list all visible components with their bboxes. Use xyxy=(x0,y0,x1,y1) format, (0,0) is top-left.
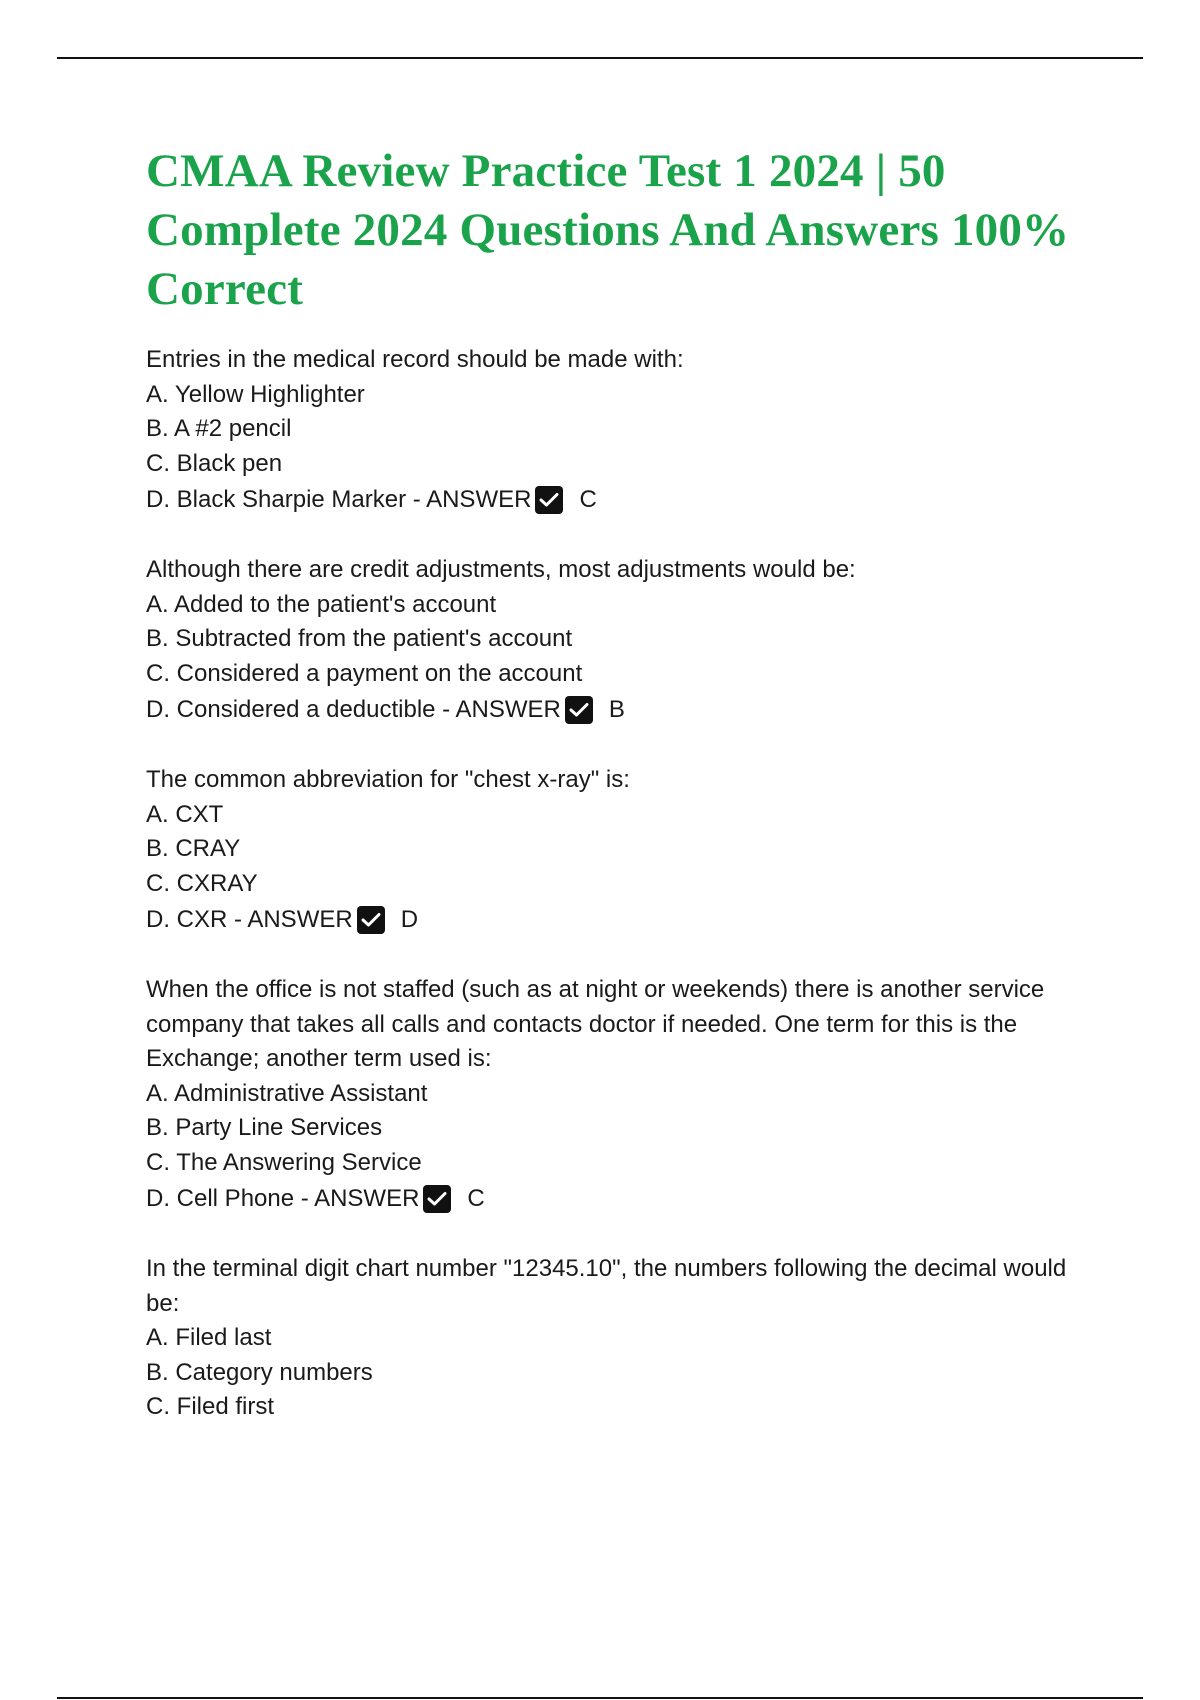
document-title: CMAA Review Practice Test 1 2024 | 50 Complete 2024 Questions And Answers 100% Correct xyxy=(146,145,1070,315)
option-b: B. Category numbers xyxy=(146,1358,373,1386)
option-a: A. Filed last xyxy=(146,1324,272,1351)
checkbox-checked-icon xyxy=(535,486,563,514)
option-c: C. Black pen xyxy=(146,449,283,477)
option-c: C. Filed first xyxy=(146,1393,275,1420)
answer-letter: C xyxy=(579,486,597,513)
option-a: A. CXT xyxy=(146,800,224,828)
option-d-with-answer xyxy=(146,481,1096,519)
question-block xyxy=(146,343,1096,519)
option-c: C. CXRAY xyxy=(146,869,258,897)
option-b: B. Party Line Services xyxy=(146,1114,383,1141)
option-d: D. CXR - ANSWER xyxy=(146,906,353,933)
option-d: D. Considered a deductible - ANSWER xyxy=(146,696,561,723)
answer-letter: C xyxy=(467,1185,485,1212)
option-c: C. Considered a payment on the account xyxy=(146,659,583,687)
question-text: The common abbreviation for "chest x-ray" is: xyxy=(146,766,630,793)
checkbox-checked-icon xyxy=(423,1185,451,1213)
question-text: In the terminal digit chart number "12345.10", the numbers following the decimal would be: xyxy=(146,1255,1067,1317)
document-body xyxy=(146,142,1096,1459)
checkbox-checked-icon xyxy=(357,906,385,934)
question-text: Although there are credit adjustments, most adjustments would be: xyxy=(146,556,856,583)
option-a: A. Administrative Assistant xyxy=(146,1079,428,1107)
question-block xyxy=(146,1252,1096,1425)
question-text: When the office is not staffed (such as at night or weekends) there is another service company that takes all calls and contacts doctor if needed. One term for this is the Exchange; another term used is: xyxy=(146,976,1045,1072)
question-block xyxy=(146,763,1096,939)
option-d-with-answer xyxy=(146,901,1096,939)
question-text: Entries in the medical record should be made with: xyxy=(146,346,684,373)
option-a: A. Yellow Highlighter xyxy=(146,380,365,408)
option-b: B. CRAY xyxy=(146,835,241,862)
option-d: D. Cell Phone - ANSWER xyxy=(146,1185,420,1212)
option-d-with-answer xyxy=(146,1180,1096,1218)
option-a: A. Added to the patient's account xyxy=(146,590,497,618)
option-d: D. Black Sharpie Marker - ANSWER xyxy=(146,486,532,513)
answer-letter: D xyxy=(400,906,419,933)
option-c: C. The Answering Service xyxy=(146,1148,422,1176)
bottom-rule xyxy=(57,1697,1143,1699)
answer-letter: B xyxy=(608,696,625,723)
option-b: B. Subtracted from the patient's account xyxy=(146,625,573,652)
option-b: B. A #2 pencil xyxy=(146,415,292,442)
question-block xyxy=(146,553,1096,729)
question-block xyxy=(146,973,1096,1218)
checkbox-checked-icon xyxy=(565,696,593,724)
option-d-with-answer xyxy=(146,691,1096,729)
top-rule xyxy=(57,57,1143,59)
